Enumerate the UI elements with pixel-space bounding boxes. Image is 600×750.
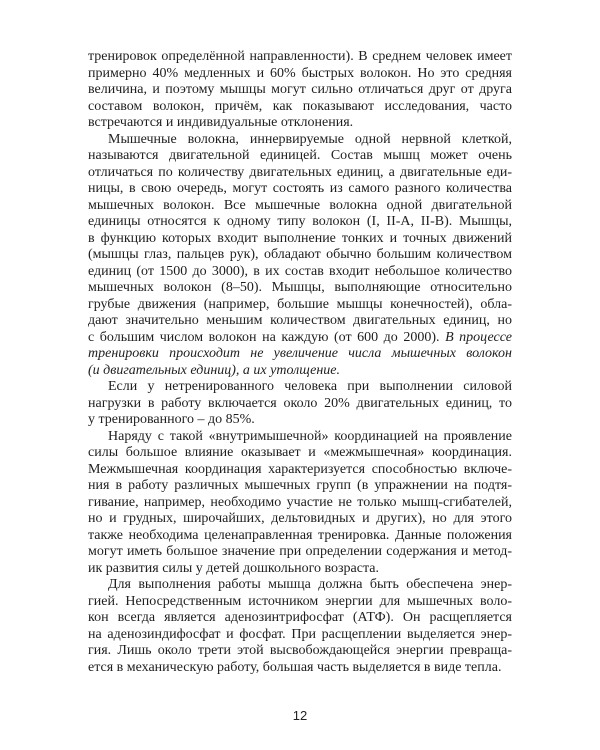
text-line: гией. Непосредственным источником энергии для мышечных воло-: [88, 593, 512, 609]
paragraph-1: [88, 49, 512, 132]
text-line: единиц (от 1500 до 3000), в их состав входит небольшое количество: [88, 263, 512, 279]
text-line: ется в механическую работу, большая часть выделяется в виде тепла.: [88, 659, 502, 675]
text-line: ния в работу различных мышечных групп (в упражнении на подтя-: [88, 478, 512, 493]
paragraph-5: [88, 577, 512, 676]
text-line: в функцию которых входит выполнение тонких и точных движений: [88, 230, 512, 246]
text-line: Если у нетренированного человека при выполнении силовой: [108, 379, 512, 394]
text-run: с большим числом волокон на каждую (от 600 до 2000).: [88, 329, 440, 345]
page-text: [88, 49, 512, 676]
page-number: 12: [292, 708, 308, 723]
text-line: нагрузки в работу включается около 20% двигательных единиц, то: [88, 395, 512, 411]
text-line: мышечных волокон. Все мышечные волокна одной двигательной: [88, 197, 512, 213]
text-line: тренировок определённой направленности). В среднем человек имеет: [88, 49, 512, 64]
text-line: (мышцы глаз, пальцев рук), обладают обычно большим количеством: [88, 247, 512, 262]
text-line: могут иметь большое значение при определении содержания и метод-: [88, 544, 512, 559]
text-line: величина, и поэтому мышцы могут сильно отличаться друг от друга: [88, 82, 512, 97]
text-line: Для выполнения работы мышца должна быть обеспечена энер-: [108, 577, 512, 592]
text-line: у тренированного – до 85%.: [88, 412, 255, 427]
text-line: Мышечные волокна, иннервируемые одной нервной клеткой,: [108, 131, 512, 147]
text-line: отличаться по количеству двигательных единиц, а двигательные еди-: [88, 164, 512, 180]
text-line: Наряду с такой «внутримышечной» координацией на проявление: [108, 428, 512, 444]
text-line: силы большое влияние оказывает и «межмышечная» координация.: [88, 445, 512, 460]
italic-text-line: тренировки происходит не увеличение числа мышечных волокон: [88, 346, 512, 361]
text-line: грубые движения (например, большие мышцы конечностей), обла-: [88, 296, 512, 312]
italic-text-line: (и двигательных единиц), а их утолщение.: [88, 362, 341, 378]
text-line: дают значительно меньшим количеством двигательных единиц, но: [88, 313, 512, 328]
text-line: ик развития силы у детей дошкольного возраста.: [88, 560, 379, 576]
text-line: [88, 330, 512, 347]
italic-text: В процессе: [445, 329, 513, 345]
text-line: мышечных волокон (8–50). Мышцы, выполняющие относительно: [88, 280, 512, 295]
text-line: также необходима целенаправленная тренировка. Данные положения: [88, 527, 512, 543]
text-line: но и грудных, широчайших, дельтовидных и других), но для этого: [88, 511, 512, 526]
text-line: встречаются и индивидуальные отклонения.: [88, 115, 354, 130]
paragraph-4: [88, 429, 512, 578]
paragraph-3: [88, 379, 512, 429]
paragraph-2: [88, 132, 512, 380]
text-line: составом волокон, причём, как показывают исследования, часто: [88, 98, 512, 114]
text-line: гивание, например, необходимо участие не только мышц-сгибателей,: [88, 494, 512, 510]
text-line: кон всегда является аденозинтрифосфат (АТФ). Он расщепляется: [88, 610, 512, 625]
text-line: называются двигательной единицей. Состав мышц может очень: [88, 148, 512, 163]
text-line: гия. Лишь около трети этой высвобождающейся энергии превраща-: [88, 643, 512, 658]
text-line: примерно 40% медленных и 60% быстрых волокон. Но это средняя: [88, 65, 512, 81]
text-line: ницы, в свою очередь, могут состоять из самого разного количества: [88, 181, 512, 196]
text-line: Межмышечная координация характеризуется способностью включе-: [88, 461, 512, 477]
text-line: на аденозиндифосфат и фосфат. При расщеплении выделяется энер-: [88, 626, 512, 642]
text-line: единицы относятся к одному типу волокон (I, II-А, II-В). Мышцы,: [88, 214, 512, 229]
